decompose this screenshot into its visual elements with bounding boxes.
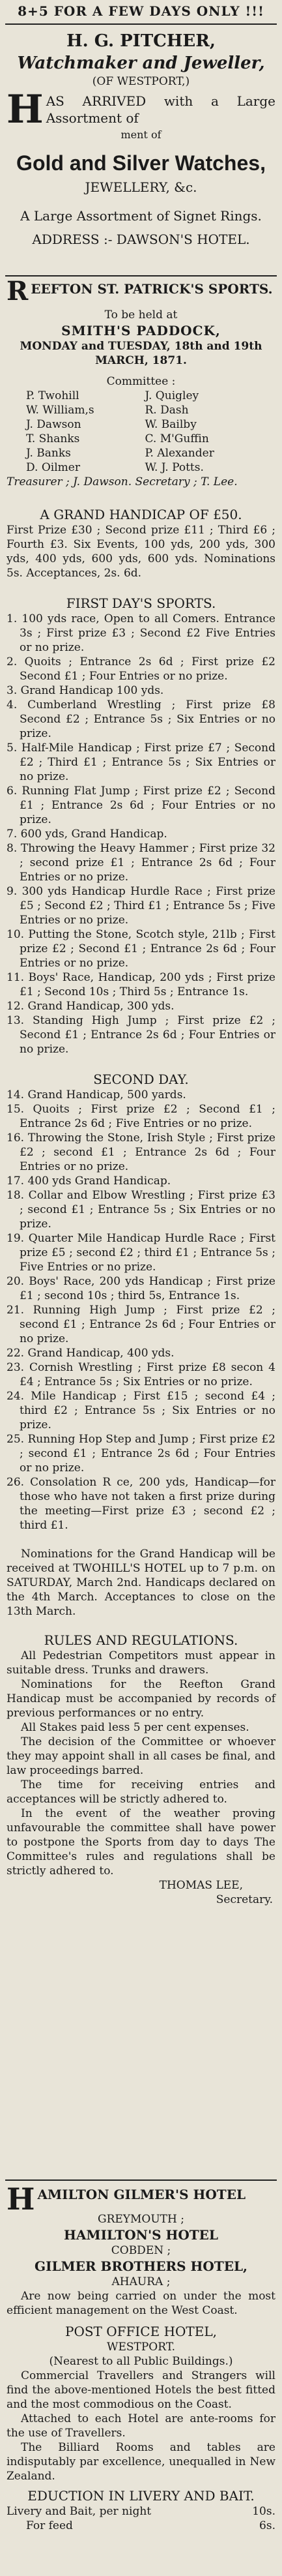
livery-row-2 — [0, 2519, 282, 2533]
hotels-p2: Attached to each Hotel are ante-rooms for the use of Travellers. — [7, 2412, 275, 2440]
sports-heading-text: EEFTON ST. PATRICK'S SPORTS. — [31, 281, 273, 297]
event-item: 10. Putting the Stone, Scotch style, 21lb ; First prize £2 ; Second £1 ; Entrance 2s 6d ; Four Entries or no prize. — [7, 928, 275, 970]
event-item: 14. Grand Handicap, 500 yards. — [7, 1088, 186, 1101]
committee-member: P. Twohill — [26, 389, 79, 402]
committee-member: J. Banks — [26, 447, 71, 460]
signed-role: Secretary. — [216, 1893, 273, 1906]
event-item: 26. Consolation R ce, 200 yds, Handicap—for those who have not taken a first prize during the meeting—First prize £3 ; second £2 ; third £1. — [7, 1476, 275, 1532]
committee-member: W. J. Potts. — [145, 461, 204, 474]
event-item: 4. Cumberland Wrestling ; First prize £8 Second £2 ; Entrance 5s ; Six Entries or no prize. — [7, 698, 275, 740]
committee-member: P. Alexander — [145, 447, 214, 460]
pitcher-advertisement — [0, 30, 282, 248]
hotels-p1: Commercial Travellers and Strangers will find the above-mentioned Hotels the best fitted and the most commodious on the Coast. — [7, 2369, 275, 2411]
rules-title: RULES AND REGULATIONS. — [44, 1632, 238, 1648]
committee-label: Committee : — [106, 375, 176, 388]
committee-member: R. Dash — [145, 404, 189, 417]
livery-row-1 — [0, 2504, 282, 2519]
held-at: To be held at — [104, 308, 178, 322]
event-item: 15. Quoits ; First prize £2 ; Second £1 ; Entrance 2s 6d ; Five Entries or no prize. — [7, 1103, 275, 1130]
livery-label: Livery and Bait, per night — [7, 2505, 152, 2518]
hotel-3-town: AHAURA ; — [111, 2275, 171, 2288]
event-item: 23. Cornish Wrestling ; First prize £8 secon 4 £4 ; Entrance 5s ; Six Entries or no prize. — [7, 1361, 275, 1388]
dates: MONDAY and TUESDAY, 18th and 19th — [20, 340, 262, 353]
rule-item: The decision of the Committee or whoever they may appoint shall in all cases be final, and law proceedings barred. — [7, 1735, 275, 1777]
committee-member: J. Quigley — [145, 389, 199, 402]
divider — [5, 2179, 277, 2181]
livery-title: EDUCTION IN LIVERY AND BAIT. — [27, 2488, 255, 2504]
first-day-events — [0, 612, 282, 1056]
event-item: 16. Throwing the Stone, Irish Style ; First prize £2 ; second £1 ; Entrance 2s 6d ; Four Entries or no prize. — [7, 1131, 275, 1173]
pitcher-jewellery: JEWELLERY, &c. — [85, 179, 197, 195]
pitcher-ment: ment of — [120, 128, 162, 141]
event-item: 18. Collar and Elbow Wrestling ; First prize £3 ; second £1 ; Entrance 5s ; Six Entries or no prize. — [7, 1189, 275, 1231]
event-item: 9. 300 yds Handicap Hurdle Race ; First prize £5 ; Second £2 ; Third £1 ; Entrance 5s ; Five Entries or no prize. — [7, 885, 275, 927]
officers: Treasurer ; J. Dawson. Secretary ; T. Lee. — [7, 475, 238, 488]
handicap-title: A GRAND HANDICAP OF £50. — [40, 507, 242, 522]
hotel-1-name: AMILTON GILMER'S HOTEL — [37, 2187, 246, 2202]
nearest-note: (Nearest to all Public Buildings.) — [49, 2355, 233, 2368]
event-item: 19. Quarter Mile Handicap Hurdle Race ; First prize £5 ; second £2 ; third £1 ; Entrance 5s ; Five Entries or no prize. — [7, 1232, 275, 1274]
event-item: 5. Half-Mile Handicap ; First prize £7 ; Second £2 ; Third £1 ; Entrance 5s ; Six Entries or no prize. — [7, 741, 275, 783]
event-item: 12. Grand Handicap, 300 yds. — [7, 1000, 175, 1013]
hotels-body: Are now being carried on under the most efficient management on the West Coast. — [7, 2290, 275, 2317]
pitcher-rings: A Large Assortment of Signet Rings. — [20, 208, 262, 224]
sports-dropcap: R — [7, 280, 29, 303]
header-text: 8+5 FOR A FEW DAYS ONLY !!! — [18, 3, 264, 19]
divider — [5, 23, 277, 25]
pitcher-body — [0, 87, 282, 143]
event-item: 3. Grand Handicap 100 yds. — [7, 684, 164, 697]
event-item: 25. Running Hop Step and Jump ; First prize £2 ; second £1 ; Entrance 2s 6d ; Four Entries or no prize. — [7, 1433, 275, 1475]
hotel-3-name: GILMER BROTHERS HOTEL, — [35, 2258, 247, 2274]
divider — [5, 275, 277, 277]
rules-list — [0, 1649, 282, 1878]
committee-list — [0, 389, 282, 475]
hotel-2-name: HAMILTON'S HOTEL — [64, 2227, 218, 2243]
pitcher-body-text: AS ARRIVED with a Large Assortment of — [46, 93, 275, 126]
committee-member: T. Shanks — [26, 432, 80, 445]
pitcher-trade: Watchmaker and Jeweller, — [17, 53, 265, 73]
event-item: 21. Running High Jump ; First prize £2 ; second £1 ; Entrance 2s 6d ; Four Entries or no prize. — [7, 1304, 275, 1345]
signed-name: THOMAS LEE, — [159, 1879, 243, 1892]
rule-item: The time for receiving entries and acceptances will be strictly adhered to. — [7, 1778, 275, 1806]
event-item: 13. Standing High Jump ; First prize £2 ; Second £1 ; Entrance 2s 6d ; Four Entries or no prize. — [7, 1014, 275, 1056]
event-item: 8. Throwing the Heavy Hammer ; First prize 32 ; second prize £1 ; Entrance 2s 6d ; Four Entries or no prize. — [7, 842, 275, 884]
hotel-2-town: COBDEN ; — [111, 2244, 171, 2257]
committee-member: W. William,s — [26, 404, 94, 417]
handicap-body: First Prize £30 ; Second prize £11 ; Third £6 ; Fourth £3. Six Events, 100 yds, 200 yds, 300 yds, 400 yds, 600 yds, 600 yds. Nominations 5s. Acceptances, 2s. 6d. — [7, 524, 275, 580]
first-day-title: FIRST DAY'S SPORTS. — [66, 595, 216, 611]
hotels-dropcap: H — [7, 2186, 35, 2212]
rule-item: Nominations for the Reefton Grand Handicap must be accompanied by records of previous performances or no entry. — [7, 1678, 275, 1720]
committee-member: D. Oilmer — [26, 461, 80, 474]
committee-member: J. Dawson — [26, 418, 81, 431]
hotel-1-town: GREYMOUTH ; — [98, 2213, 184, 2226]
event-item: 1. 100 yds race, Open to all Comers. Entrance 3s ; First prize £3 ; Second £2 Five Entries or no prize. — [7, 612, 275, 654]
event-item: 11. Boys' Race, Handicap, 200 yds ; First prize £1 ; Second 10s ; Third 5s ; Entrance 1s. — [7, 971, 275, 998]
rule-item: All Stakes paid less 5 per cent expenses. — [21, 1721, 249, 1734]
event-item: 24. Mile Handicap ; First £15 ; second £4 ; third £2 ; Entrance 5s ; Six Entries or no prize. — [7, 1390, 275, 1431]
event-item: 6. Running Flat Jump ; First prize £2 ; Second £1 ; Entrance 2s 6d ; Four Entries or no prize. — [7, 785, 275, 826]
livery-price: 10s. — [252, 2505, 275, 2518]
rule-item: All Pedestrian Competitors must appear in suitable dress. Trunks and drawers. — [7, 1649, 275, 1677]
pitcher-watches: Gold and Silver Watches, — [16, 151, 266, 175]
livery-price: 6s. — [259, 2519, 275, 2532]
pitcher-dropcap: H — [7, 87, 44, 132]
pitcher-town: (OF WESTPORT,) — [92, 75, 190, 88]
venue: SMITH'S PADDOCK, — [61, 323, 221, 338]
event-item: 7. 600 yds, Grand Handicap. — [7, 828, 167, 841]
pitcher-address: ADDRESS :- DAWSON'S HOTEL. — [32, 232, 250, 247]
sports-heading — [0, 280, 282, 303]
event-item: 20. Boys' Race, 200 yds Handicap ; First prize £1 ; second 10s ; third 5s, Entrance 1s. — [7, 1275, 275, 1302]
sports-advertisement — [0, 280, 282, 1907]
header-fragment — [0, 3, 282, 20]
nominations: Nominations for the Grand Handicap will be received at TWOHILL'S HOTEL up to 7 p.m. on SATURDAY, March 2nd. Handicaps declared on the 4th March. Acceptances to close on the 13th March. — [7, 1548, 275, 1618]
second-day-events — [0, 1088, 282, 1533]
hotel-line-1 — [0, 2186, 282, 2212]
committee-member: C. M'Guffin — [145, 432, 209, 445]
event-item: 2. Quoits ; Entrance 2s 6d ; First prize £2 Second £1 ; Four Entries or no prize. — [7, 655, 275, 683]
hotels-p3: The Billiard Rooms and tables are indisputably par excellence, unequalled in New Zealand. — [7, 2441, 275, 2483]
event-item: 22. Grand Handicap, 400 yds. — [7, 1347, 175, 1360]
second-day-title: SECOND DAY. — [93, 1071, 189, 1087]
post-office-hotel: POST OFFICE HOTEL, — [65, 2324, 217, 2339]
rule-item: In the event of the weather proving unfavourable the committee shall have power to postpone the Sports from day to days The Committee's rules and regulations shall be strictly adhered to. — [7, 1807, 275, 1878]
committee-member: W. Bailby — [145, 418, 197, 431]
pitcher-name: H. G. PITCHER, — [66, 31, 216, 51]
hotels-advertisement — [0, 2186, 282, 2533]
month: MARCH, 1871. — [95, 354, 187, 367]
event-item: 17. 400 yds Grand Handicap. — [7, 1175, 171, 1188]
livery-label: For feed — [26, 2519, 73, 2532]
post-office-town: WESTPORT. — [107, 2341, 175, 2354]
